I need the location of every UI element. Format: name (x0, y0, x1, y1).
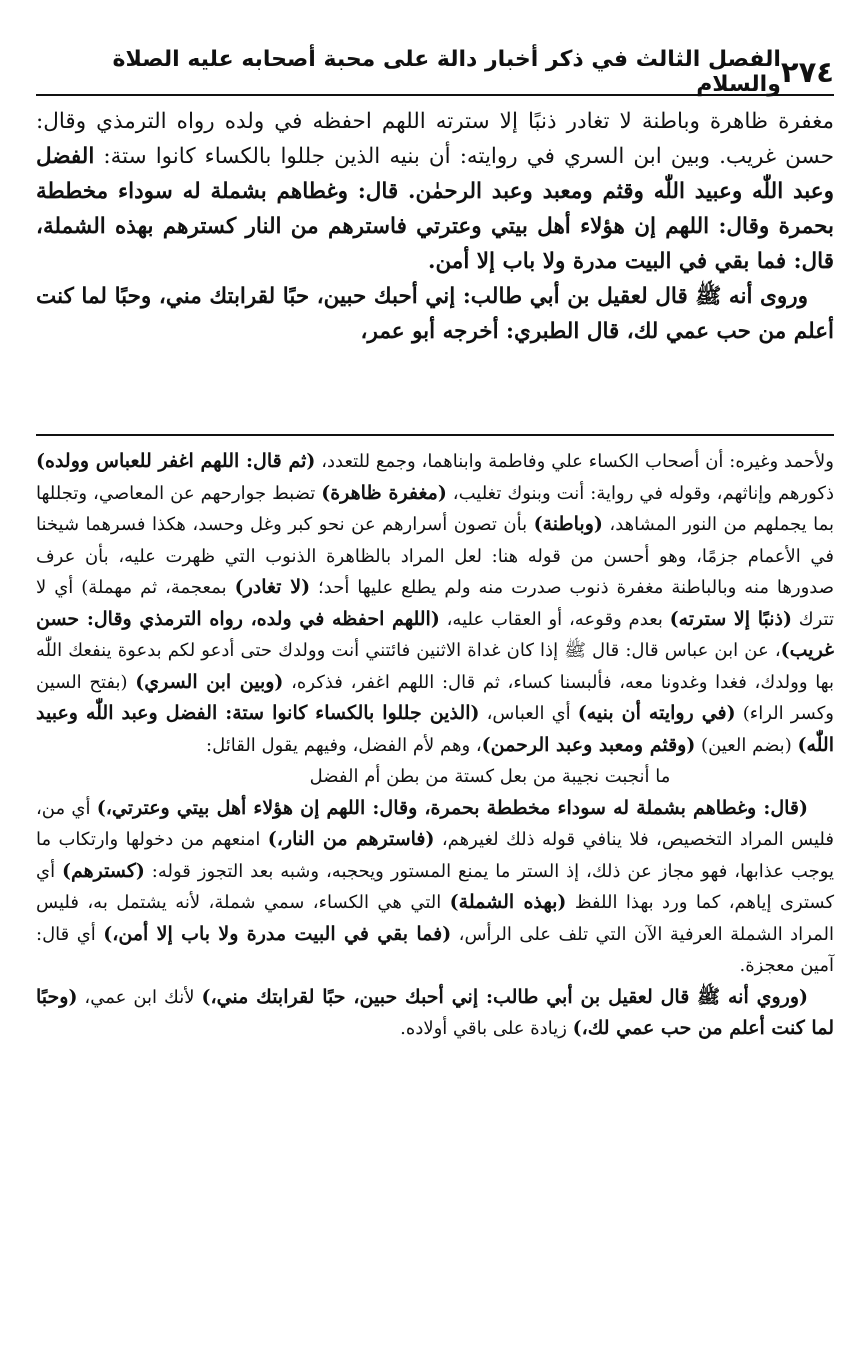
commentary-segment: (بضم العين) (695, 734, 798, 756)
quoted-phrase: (اللهم احفظه في ولده، رواه الترمذي وقال: حسن غريب) (36, 607, 834, 661)
main-paragraph: وروى أنه ﷺ قال لعقيل بن أبي طالب: إني أحبك حبين، حبًا لقرابتك مني، وحبًا لما كنت أعلم من حب عمي لك، قال الطبري: أخرجه أبو عمر، (36, 284, 834, 344)
quoted-phrase: (في روايته أن بنيه) (577, 702, 736, 724)
main-text-bold-segment: الفضل وعبد اللّٰه وعبيد اللّٰه وقثم ومعبد وعبد الرحمٰن. قال: وغطاهم بشملة له سوداء مخططة بحمرة وقال: اللهم إن هؤلاء أهل بيتي وعترتي فاسترهم من النار كسترهم بهذه الشملة، قال: فما بقي في البيت مدرة ولا باب إلا أمن. (36, 144, 834, 274)
commentary-segment: امنعهم من دخولها وارتكاب ما يوجب عذابها، فهو مجاز عن ذلك، إذ الستر ما يمنع المستور ويحجبه، وشبه بعد التجوز قوله: (36, 829, 834, 882)
commentary-segment: أي من، فليس المراد التخصيص، فلا ينافي قوله ذلك لغيرهم، (36, 797, 834, 850)
quoted-phrase: (مغفرة ظاهرة) (321, 481, 447, 504)
poetry-verse: ما أنجبت نجيبة من بعل كستة من بطن أم الفضل (309, 766, 671, 787)
commentary (36, 446, 834, 1316)
quoted-phrase: (وقثم ومعبد وعبد الرحمن) (481, 733, 696, 756)
quoted-phrase: (كسترهم) (62, 859, 145, 882)
header-rule (36, 94, 834, 96)
commentary-segment: (بفتح السين وكسر الراء) (36, 671, 834, 724)
commentary-segment: أي كسترى إياهم، كما ورد بهذا اللفظ (36, 860, 835, 913)
quoted-phrase: (بهذه الشملة) (449, 891, 567, 913)
main-paragraph (36, 104, 834, 279)
quoted-phrase: (وباطنة) (533, 513, 603, 535)
quoted-phrase: (لا تغادر) (234, 576, 311, 598)
quoted-phrase: (ذنبًا إلا سترته) (669, 607, 792, 630)
commentary-segment: بأن تصون أسرارهم عن نحو كبر وغل وحسد، هكذا فسرهما شيخنا في الأعمام جزمًا، وهو أحسن من قوله هنا: لعل المراد بالظاهرة الذنوب التي ظهرت عليه، بأن عرف صدورها منه وبالباطنة مغفرة ذنوب صدرت منه ولم يطلع عليها أحد؛ (36, 514, 835, 598)
main-text-segment: مغفرة ظاهرة وباطنة لا تغادر ذنبًا إلا سترته اللهم احفظه في ولده رواه الترمذي وقال: حسن غريب. وبين ابن السري في روايته: أن بنيه الذين جللوا بالكساء كانوا ستة: (36, 109, 834, 169)
main-text (36, 104, 834, 424)
commentary-segment: ذكورهم وإناثهم، وقوله في رواية: أنت وبنوك تغليب، (446, 482, 835, 504)
quoted-phrase: (وبين ابن السري) (135, 670, 284, 693)
commentary-paragraph (36, 982, 834, 1045)
quoted-phrase: (فما بقي في البيت مدرة ولا باب إلا أمن،) (103, 922, 452, 945)
commentary-separator (36, 434, 834, 436)
commentary-segment: أي قال: آمين معجزة. (36, 923, 834, 976)
quoted-phrase: (قال: وغطاهم بشملة له سوداء مخططة بحمرة، وقال: اللهم إن هؤلاء أهل بيتي وعترتي،) (96, 796, 809, 819)
commentary-segment: تضبط جوارحهم عن المعاصي، وتجللها بما يجملهم من النور المشاهد، (36, 482, 834, 535)
commentary-segment: ، عن ابن عباس قال: قال ﷺ إذا كان غداة الاثنين فائتني أنت وولدك حتى أدعو لكم بدعوة ينفعك اللّٰه بها وولدك، فغدا وغدونا معه، فألبسنا كساء، ثم قال: اللهم اغفر، فذكره، (36, 640, 834, 693)
commentary-segment: لأنك ابن عمي، (77, 986, 202, 1008)
commentary-segment: أي العباس، (479, 703, 578, 724)
quoted-phrase: (الذين جللوا بالكساء كانوا ستة: الفضل وعبد اللّٰه وعبيد اللّٰه) (36, 702, 834, 756)
page-number: ٢٧٤ (780, 55, 834, 89)
running-title: الفصل الثالث في ذكر أخبار دالة على محبة أصحابه عليه الصلاة والسلام (112, 47, 781, 97)
quoted-phrase: (ثم قال: اللهم اغفر للعباس وولده) (36, 450, 316, 472)
quoted-phrase: (فاسترهم من النار،) (267, 828, 435, 850)
quoted-phrase: (وحبًا لما كنت أعلم من حب عمي لك،) (36, 985, 834, 1039)
commentary-segment: ، وهم لأم الفضل، وفيهم يقول القائل: (206, 734, 482, 756)
commentary-segment: بمعجمة، ثم مهملة) أي لا تترك (36, 577, 834, 630)
commentary-paragraph (36, 446, 834, 761)
commentary-paragraph (36, 793, 834, 982)
commentary-segment: بعدم وقوعه، أو العقاب عليه، (439, 608, 670, 630)
commentary-segment: زيادة على باقي أولاده. (400, 1018, 573, 1039)
quoted-phrase: (وروي أنه ﷺ قال لعقيل بن أبي طالب: إني أحبك حبين، حبًا لقرابتك مني،) (201, 985, 808, 1008)
commentary-segment: ولأحمد وغيره: أن أصحاب الكساء علي وفاطمة وابناهما، وجمع للتعدد، (315, 451, 834, 472)
commentary-segment: التي هي الكساء، سمي شملة، لأنه يشتمل به، فليس المراد الشملة العرفية الآن التي تلف على الرأس، (36, 892, 834, 945)
page-header (36, 47, 834, 97)
